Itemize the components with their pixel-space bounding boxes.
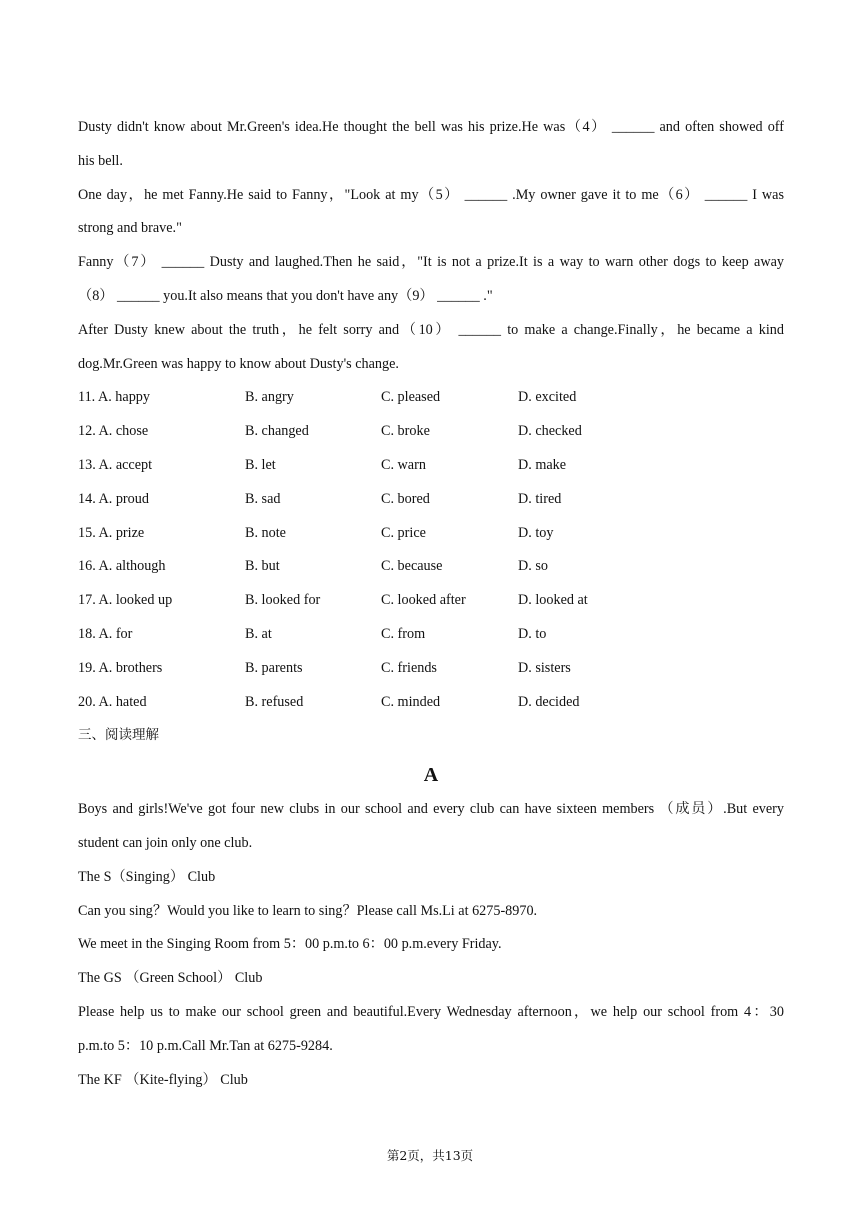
answer-option: B. sad	[245, 490, 281, 507]
question-row	[78, 517, 784, 551]
question-row	[78, 381, 784, 415]
page-footer: 第2页，共13页	[386, 1148, 474, 1163]
question-row	[78, 483, 784, 517]
passage-line: strong and brave."	[78, 220, 182, 237]
answer-option: C. looked after	[381, 592, 466, 609]
answer-option: D. tired	[518, 490, 562, 507]
answer-option: D. toy	[518, 524, 554, 541]
answer-option: D. to	[518, 625, 547, 642]
reading-passage	[78, 793, 784, 1097]
answer-option: 18. A. for	[78, 625, 133, 642]
answer-option: 13. A. accept	[78, 456, 153, 473]
passage-line: One day，he met Fanny.He said to Fanny，"Look at my（5） ______ .My owner gave it to me（6） ______ I was	[78, 186, 784, 203]
answer-option: B. looked for	[245, 592, 321, 609]
answer-option: B. parents	[245, 659, 303, 676]
reading-part-title: A	[423, 764, 439, 787]
answer-option: 12. A. chose	[78, 423, 149, 440]
reading-line: Can you sing？Would you like to learn to sing？Please call Ms.Li at 6275-8970.	[78, 902, 538, 919]
answer-option: D. checked	[518, 423, 582, 440]
answer-option: 14. A. proud	[78, 490, 149, 507]
answer-option: C. minded	[381, 693, 441, 710]
answer-option: D. sisters	[518, 659, 571, 676]
reading-line: p.m.to 5：10 p.m.Call Mr.Tan at 6275-9284.	[78, 1037, 333, 1054]
answer-option: B. note	[245, 524, 286, 541]
answer-option: C. warn	[381, 456, 426, 473]
reading-line: The GS （Green School） Club	[78, 970, 263, 987]
answer-option: 19. A. brothers	[78, 659, 163, 676]
passage-line: （8） ______ you.It also means that you don't have any（9） ______ ."	[78, 287, 493, 304]
answer-option: B. at	[245, 625, 272, 642]
cloze-options	[78, 381, 784, 719]
answer-option: C. price	[381, 524, 426, 541]
question-row	[78, 652, 784, 686]
passage-line: Dusty didn't know about Mr.Green's idea.He thought the bell was his prize.He was（4） ______ and often showed off	[78, 119, 784, 135]
passage-line: Fanny（7） ______ Dusty and laughed.Then he said，"It is not a prize.It is a way to warn other dogs to keep away	[78, 254, 784, 271]
reading-line: Please help us to make our school green and beautiful.Every Wednesday afternoon，we help our school from 4：30	[78, 1003, 784, 1020]
answer-option: 17. A. looked up	[78, 592, 173, 609]
question-row	[78, 449, 784, 483]
question-row	[78, 550, 784, 584]
answer-option: 20. A. hated	[78, 693, 147, 710]
answer-option: B. changed	[245, 423, 309, 440]
answer-option: D. decided	[518, 693, 580, 710]
page-content	[78, 111, 784, 1097]
reading-line: The KF （Kite-flying） Club	[78, 1071, 248, 1088]
answer-option: D. make	[518, 456, 567, 473]
answer-option: D. so	[518, 558, 548, 575]
question-row	[78, 618, 784, 652]
answer-option: C. bored	[381, 490, 430, 507]
passage-line: After Dusty knew about the truth，he felt sorry and（10） ______ to make a change.Finally，he became a kind	[78, 321, 784, 338]
cloze-passage	[78, 111, 784, 381]
answer-option: B. angry	[245, 389, 294, 406]
reading-line: Boys and girls!We've got four new clubs in our school and every club can have sixteen members （成员）.But every	[78, 801, 784, 818]
answer-option: B. refused	[245, 693, 304, 710]
answer-option: C. pleased	[381, 389, 441, 406]
answer-option: B. let	[245, 456, 276, 473]
section-title: 三、阅读理解	[78, 727, 159, 744]
answer-option: C. friends	[381, 659, 437, 676]
answer-option: 16. A. although	[78, 558, 166, 575]
answer-option: 11. A. happy	[78, 389, 150, 406]
question-row	[78, 415, 784, 449]
passage-line: his bell.	[78, 152, 123, 169]
answer-option: B. but	[245, 558, 280, 575]
answer-option: 15. A. prize	[78, 524, 145, 541]
answer-option: D. excited	[518, 389, 577, 406]
answer-option: C. from	[381, 625, 426, 642]
answer-option: D. looked at	[518, 592, 588, 609]
reading-line: We meet in the Singing Room from 5：00 p.m.to 6：00 p.m.every Friday.	[78, 936, 502, 953]
passage-line: dog.Mr.Green was happy to know about Dusty's change.	[78, 355, 399, 372]
question-row	[78, 686, 784, 720]
answer-option: C. because	[381, 558, 443, 575]
question-row	[78, 584, 784, 618]
reading-line: student can join only one club.	[78, 834, 253, 851]
answer-option: C. broke	[381, 423, 430, 440]
reading-line: The S（Singing） Club	[78, 868, 216, 885]
